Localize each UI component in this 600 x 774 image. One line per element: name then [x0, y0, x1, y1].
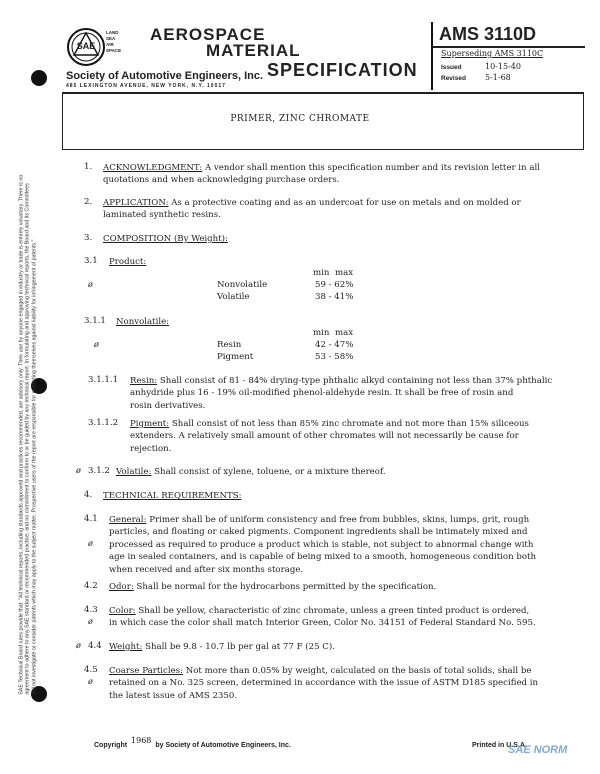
section-3-1-1-heading: Nonvolatile: [116, 317, 170, 327]
section-3-1-2-line: Shall consist of xylene, toluene, or a mixture thereof. [154, 467, 386, 477]
product-max-header: max [335, 268, 354, 278]
section-4-2-heading: Odor: [109, 582, 134, 592]
logo-tagline [106, 30, 121, 54]
section-4-1-number: 4.1 [84, 514, 98, 524]
section-3-1-1-2-line: Shall consist of not less than 85% zinc chromate and not more than 15% siliceous [171, 419, 529, 429]
society-name: Society of Automotive Engineers, Inc. [66, 70, 264, 82]
revised-label: Revised [441, 75, 466, 82]
copyright-year: 1968 [131, 736, 152, 745]
logo-tagline-line: LAND [106, 30, 119, 35]
section-3-1-1-1-number: 3.1.1.1 [88, 375, 119, 385]
section-3-1-1-2-heading: Pigment: [130, 419, 170, 429]
section-3-1-2-number: 3.1.2 [88, 466, 110, 476]
section-3-1-1-1-heading: Resin: [130, 376, 158, 386]
section-4-2-text [109, 581, 579, 593]
nonvolatile-row-label: Resin [217, 340, 242, 350]
doc-id-box [431, 22, 585, 90]
section-1-number: 1. [84, 162, 93, 172]
section-4-1-line: Primer shall be of uniform consistency and free from bubbles, skins, lumps, grit, rough [149, 515, 530, 525]
header-rule [62, 92, 584, 94]
logo-tagline-line: SEA [106, 36, 116, 41]
change-mark: ø [88, 539, 93, 548]
section-1-text [103, 162, 573, 187]
section-4-heading: TECHNICAL REQUIREMENTS: [103, 491, 242, 501]
section-3-1-1-2-line: extenders. A relatively small amount of other chromates will not necessarily be cause for [130, 431, 519, 442]
nonvolatile-max-header: max [335, 328, 354, 338]
change-mark: ø [88, 677, 93, 686]
nonvolatile-row-label: Pigment [217, 352, 254, 362]
sae-logo [66, 25, 120, 69]
document-header [62, 22, 584, 92]
section-3-1-1-1-line: anhydride plus 16 - 19% oil-modified phenol-aldehyde resin. It shall be free of rosin and [130, 388, 514, 399]
copyright-label: Copyright [94, 742, 128, 749]
punch-hole-top [31, 70, 47, 86]
section-4-1-line: particles, and floating or caked pigments. Component ingredients shall be intimately mixed and [109, 527, 528, 538]
section-2-text [103, 197, 573, 222]
section-3-1-heading: Product: [109, 257, 147, 267]
section-4-5-text [109, 665, 579, 702]
section-4-5-line: Not more than 0.05% by weight, calculated on the basis of total solids, shall be [185, 666, 532, 676]
change-mark: ø [88, 280, 93, 289]
revised-date: 5-1-68 [485, 73, 511, 82]
section-4-1-heading: General: [109, 515, 147, 525]
section-4-4-line: Shall be 9.8 - 10.7 lb per gal at 77 F (25 C). [145, 642, 335, 652]
subtitle-rule [62, 149, 584, 150]
section-4-5-heading: Coarse Particles: [109, 666, 183, 676]
logo-letters: SAE [76, 41, 96, 51]
section-4-5-line: the latest issue of AMS 2350. [109, 690, 238, 701]
section-4-1-line: age in sealed containers, and is capable of being mixed to a smooth, homogeneous condition both [109, 552, 536, 563]
section-4-1-text [109, 514, 579, 576]
title-aerospace: AEROSPACE [150, 25, 266, 44]
printed-in-usa: Printed in U.S.A. [472, 742, 527, 749]
product-min-header: min [313, 268, 330, 278]
nonvolatile-row-value: 42 - 47% [315, 340, 354, 350]
doc-number-divider [433, 46, 585, 48]
product-row-label: Volatile [217, 292, 250, 302]
section-3-1-1-1-text [130, 375, 580, 412]
section-3-1-2-heading: Volatile: [116, 467, 152, 477]
section-2-line: laminated synthetic resins. [103, 210, 221, 221]
section-3-1-1-2-number: 3.1.1.2 [88, 418, 119, 428]
superseding-note: Superseding AMS 3110C [441, 49, 544, 58]
section-1-heading: ACKNOWLEDGMENT: [103, 163, 203, 173]
section-1-line: A vendor shall mention this specification number and its revision letter in all [204, 163, 540, 173]
title-material: MATERIAL [206, 41, 301, 60]
product-row-value: 59 - 62% [315, 280, 354, 290]
title-specification: SPECIFICATION [267, 60, 418, 80]
issued-date: 10-15-40 [485, 62, 521, 71]
section-4-4-heading: Weight: [109, 642, 143, 652]
copyright-notice [94, 736, 291, 749]
product-row-label: Nonvolatile [217, 280, 268, 290]
section-3-1-1-2-line: rejection. [130, 443, 172, 454]
logo-tagline-line: AIR [106, 42, 114, 47]
section-4-number: 4. [84, 490, 93, 500]
section-3-1-1-2-text [130, 418, 580, 455]
section-4-4-text [109, 641, 579, 653]
section-3-1-1-number: 3.1.1 [84, 316, 106, 326]
change-mark: ø [94, 340, 99, 349]
section-2-heading: APPLICATION: [103, 198, 169, 208]
section-4-1-line: when received and after six months storage. [109, 564, 304, 575]
section-2-line: As a protective coating and as an undercoat for use on metals and on molded or [171, 198, 521, 208]
section-3-heading: COMPOSITION (By Weight): [103, 234, 228, 244]
section-3-1-1-1-line: Shall consist of 81 - 84% drying-type phthalic alkyd containing not less than 37% phthalic [159, 376, 553, 386]
section-4-3-text [109, 605, 579, 630]
section-4-3-number: 4.3 [84, 605, 98, 615]
section-3-1-number: 3.1 [84, 256, 98, 266]
society-address: 485 LEXINGTON AVENUE, NEW YORK, N.Y. 10017 [66, 83, 226, 89]
nonvolatile-min-header: min [313, 328, 330, 338]
section-1-line: quotations and when acknowledging purchase orders. [103, 175, 340, 186]
sidebar-legal-notice: SAE Technical Board rules provide that: "All technical reports, including standards approved and practices recommended, are advisory only. Their use by anyone engaged in industry or trade is entirely voluntary. There is no agreement to adhere to any SAE standard or recommended practice, and no commitment to conform to or be guided by any technical report. In formulating and approving technical reports, the Board and its Committees will not investigate or consider patents which may apply to the subject matter. Prospective users of the report are responsible for protecting themselves against liability for infringement of patents." [18, 174, 38, 695]
section-4-2-number: 4.2 [84, 581, 98, 591]
section-3-1-2-text [116, 466, 576, 478]
section-4-3-heading: Color: [109, 606, 136, 616]
section-4-3-line: Shall be yellow, characteristic of zinc chromate, unless a green tinted product is ordered, [138, 606, 530, 616]
section-4-5-number: 4.5 [84, 665, 98, 675]
change-mark: ø [88, 617, 93, 626]
section-4-4-number: 4.4 [88, 641, 102, 651]
change-mark: ø [76, 466, 81, 475]
section-2-number: 2. [84, 197, 93, 207]
copyright-holder: by Society of Automotive Engineers, Inc. [155, 742, 291, 749]
nonvolatile-row-value: 53 - 58% [315, 352, 354, 362]
section-3-number: 3. [84, 233, 93, 243]
issued-label: Issued [441, 64, 462, 71]
sae-norm-watermark: SAE NORM [508, 744, 568, 756]
document-subtitle: PRIMER, ZINC CHROMATE [230, 114, 370, 124]
section-4-1-line: processed as required to produce a product which is stable, not subject to abnormal change with [109, 539, 534, 550]
change-mark: ø [76, 641, 81, 650]
doc-number: AMS 3110D [439, 24, 537, 44]
section-4-5-line: retained on a No. 325 screen, determined in accordance with the issue of ASTM D185 specified in [109, 678, 539, 689]
section-4-2-line: Shall be normal for the hydrocarbons permitted by the specification. [136, 582, 437, 592]
section-3-1-1-1-line: rosin derivatives. [130, 400, 206, 411]
product-row-value: 38 - 41% [315, 292, 354, 302]
section-4-3-line: in which case the color shall match Interior Green, Color No. 34151 of Federal Standard No. 595. [109, 618, 536, 629]
logo-tagline-line: SPACE [106, 48, 122, 53]
